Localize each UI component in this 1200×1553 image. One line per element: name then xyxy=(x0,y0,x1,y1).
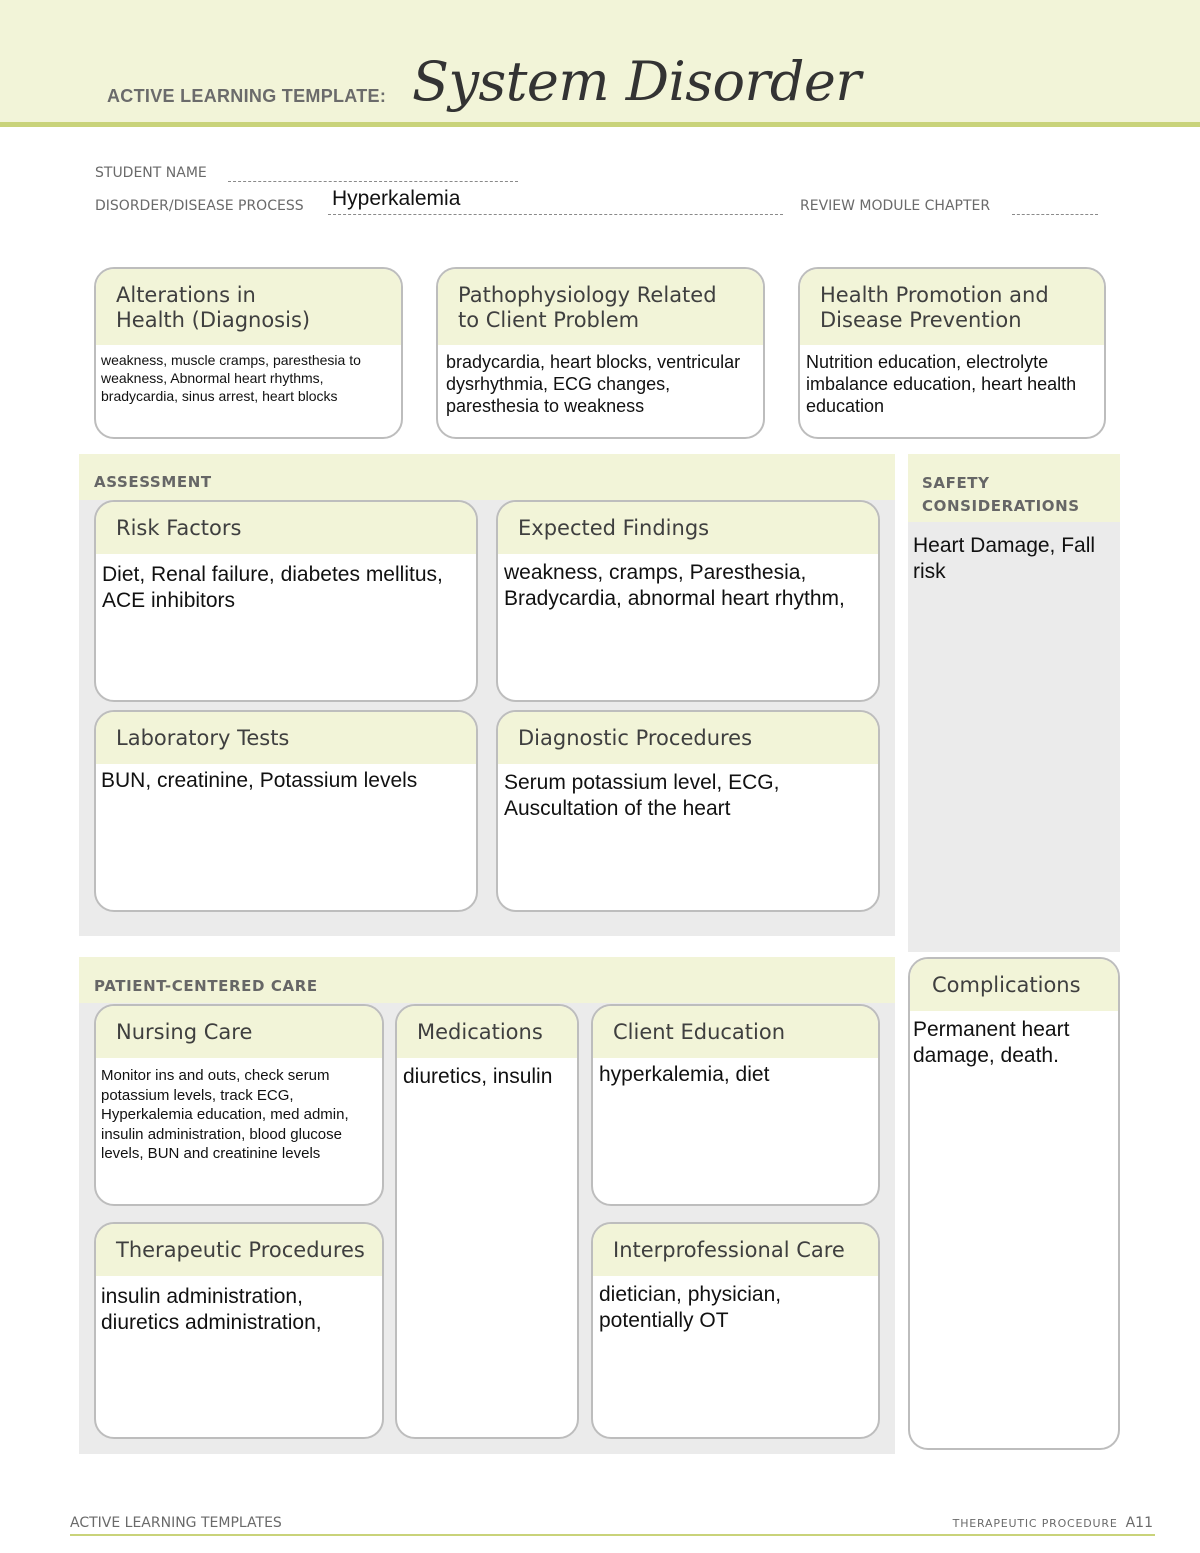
assessment-title: ASSESSMENT xyxy=(94,473,212,491)
pathophysiology-body[interactable]: bradycardia, heart blocks, ventricular dysrhythmia, ECG changes, paresthesia to weakness xyxy=(446,352,741,416)
review-module-field[interactable] xyxy=(1012,214,1098,215)
review-module-label: REVIEW MODULE CHAPTER xyxy=(800,198,991,214)
template-label: ACTIVE LEARNING TEMPLATE: xyxy=(107,86,387,106)
complications-box xyxy=(908,957,1120,1450)
client-education-title: Client Education xyxy=(593,1006,878,1058)
safety-title: SAFETY CONSIDERATIONS xyxy=(922,474,1080,515)
patient-care-title: PATIENT-CENTERED CARE xyxy=(94,977,318,995)
diagnostic-procedures-title: Diagnostic Procedures xyxy=(498,712,878,764)
interprofessional-care-body[interactable]: dietician, physician, potentially OT xyxy=(599,1283,782,1332)
client-education-box xyxy=(591,1004,880,1206)
nursing-care-body[interactable]: Monitor ins and outs, check serum potassium levels, track ECG, Hyperkalemia education, med admin, insulin administration, blood glucose levels, BUN and creatinine levels xyxy=(101,1067,349,1162)
therapeutic-procedures-title: Therapeutic Procedures xyxy=(96,1224,382,1276)
laboratory-tests-box xyxy=(94,710,478,912)
student-name-label: STUDENT NAME xyxy=(95,165,207,181)
therapeutic-procedures-body[interactable]: insulin administration, diuretics administration, xyxy=(101,1285,322,1334)
footer-rule xyxy=(70,1534,1155,1536)
therapeutic-procedures-box xyxy=(94,1222,384,1439)
pathophysiology-title: Pathophysiology Related to Client Problem xyxy=(438,269,763,345)
risk-factors-title: Risk Factors xyxy=(96,502,476,554)
footer-section-label: THERAPEUTIC PROCEDURE xyxy=(952,1517,1118,1530)
risk-factors-body[interactable]: Diet, Renal failure, diabetes mellitus, ACE inhibitors xyxy=(102,563,443,612)
expected-findings-title: Expected Findings xyxy=(498,502,878,554)
complications-title: Complications xyxy=(910,959,1118,1011)
safety-body[interactable]: Heart Damage, Fall risk xyxy=(913,534,1096,583)
footer-right xyxy=(953,1515,1153,1531)
disorder-field-line xyxy=(328,214,783,215)
nursing-care-box xyxy=(94,1004,384,1206)
complications-body[interactable]: Permanent heart damage, death. xyxy=(913,1018,1070,1067)
pathophysiology-box xyxy=(436,267,765,439)
health-promotion-box xyxy=(798,267,1106,439)
medications-box xyxy=(395,1004,579,1439)
expected-findings-body[interactable]: weakness, cramps, Paresthesia, Bradycardia, abnormal heart rhythm, xyxy=(504,561,845,610)
alterations-box xyxy=(94,267,403,439)
laboratory-tests-title: Laboratory Tests xyxy=(96,712,476,764)
footer-left: ACTIVE LEARNING TEMPLATES xyxy=(70,1515,282,1531)
alterations-title: Alterations in Health (Diagnosis) xyxy=(96,269,401,345)
safety-section xyxy=(908,454,1120,952)
page-title: System Disorder xyxy=(412,50,861,113)
health-promotion-body[interactable]: Nutrition education, electrolyte imbalance education, heart health education xyxy=(806,352,1077,416)
nursing-care-title: Nursing Care xyxy=(96,1006,382,1058)
diagnostic-procedures-body[interactable]: Serum potassium level, ECG, Auscultation of the heart xyxy=(504,771,780,820)
laboratory-tests-body[interactable]: BUN, creatinine, Potassium levels xyxy=(101,769,418,792)
interprofessional-care-title: Interprofessional Care xyxy=(593,1224,878,1276)
interprofessional-care-box xyxy=(591,1222,880,1439)
disorder-label: DISORDER/DISEASE PROCESS xyxy=(95,198,304,214)
risk-factors-box xyxy=(94,500,478,702)
page-number: A11 xyxy=(1125,1515,1153,1531)
medications-title: Medications xyxy=(397,1006,577,1058)
student-name-field[interactable] xyxy=(228,181,518,182)
alterations-body[interactable]: weakness, muscle cramps, paresthesia to weakness, Abnormal heart rhythms, bradycardia, sinus arrest, heart blocks xyxy=(101,352,361,404)
medications-body[interactable]: diuretics, insulin xyxy=(403,1065,553,1088)
health-promotion-title: Health Promotion and Disease Prevention xyxy=(800,269,1104,345)
header-rule xyxy=(0,122,1200,127)
client-education-body[interactable]: hyperkalemia, diet xyxy=(599,1063,770,1086)
disorder-field[interactable]: Hyperkalemia xyxy=(332,187,461,210)
expected-findings-box xyxy=(496,500,880,702)
diagnostic-procedures-box xyxy=(496,710,880,912)
